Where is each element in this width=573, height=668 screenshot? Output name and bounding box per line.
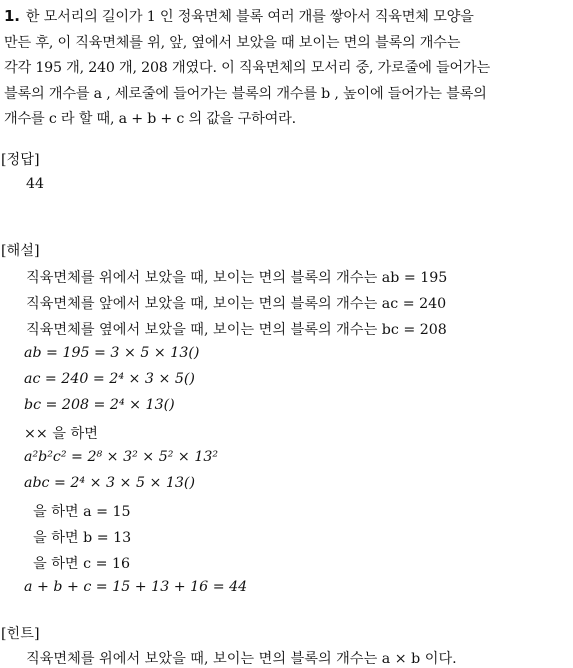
solution-heading: [해설]	[1, 243, 40, 259]
solution-line: 을 하면 b = 13	[33, 530, 132, 546]
hint-heading: [힌트]	[1, 626, 40, 642]
problem-line: 만든 후, 이 직육면체를 위, 앞, 옆에서 보았을 때 보이는 면의 블록의 개수는	[4, 34, 461, 51]
solution-equation: a²b²c² = 2⁸ × 3² × 5² × 13²	[24, 449, 219, 465]
problem-line: 개수를 c 라 할 때, a + b + c 의 값을 구하여라.	[4, 111, 296, 127]
solution-equation: ab = 195 = 3 × 5 × 13()	[24, 345, 200, 361]
solution-line: 을 하면 c = 16	[33, 556, 131, 572]
solution-line: 을 하면 a = 15	[33, 504, 131, 520]
problem-line: 1. 한 모서리의 길이가 1 인 정육면체 블록 여러 개를 쌓아서 직육면체 모양을	[4, 7, 474, 25]
problem-line: 블록의 개수를 a , 세로줄에 들어가는 블록의 개수를 b , 높이에 들어가는 블록의	[4, 85, 487, 102]
hint-text: 직육면체를 위에서 보았을 때, 보이는 면의 블록의 개수는 a × b 이다.	[26, 651, 457, 667]
solution-equation: ac = 240 = 2⁴ × 3 × 5()	[24, 371, 195, 387]
answer-value: 44	[26, 176, 45, 192]
problem-statement	[4, 4, 570, 133]
solution-line: 직육면체를 앞에서 보았을 때, 보이는 면의 블록의 개수는 ac = 240	[26, 296, 447, 312]
answer-heading: [정답]	[1, 152, 40, 168]
solution-line: 직육면체를 위에서 보았을 때, 보이는 면의 블록의 개수는 ab = 195	[26, 270, 448, 286]
solution-equation: abc = 2⁴ × 3 × 5 × 13()	[24, 475, 196, 491]
solution-line: 직육면체를 옆에서 보았을 때, 보이는 면의 블록의 개수는 bc = 208	[26, 322, 447, 338]
solution-equation: a + b + c = 15 + 13 + 16 = 44	[24, 579, 248, 595]
solution-line: ×× 을 하면	[24, 426, 98, 442]
solution-equation: bc = 208 = 2⁴ × 13()	[24, 397, 175, 413]
problem-line: 각각 195 개, 240 개, 208 개였다. 이 직육면체의 모서리 중, 가로줄에 들어가는	[4, 60, 491, 76]
problem-number: 1.	[4, 7, 20, 25]
